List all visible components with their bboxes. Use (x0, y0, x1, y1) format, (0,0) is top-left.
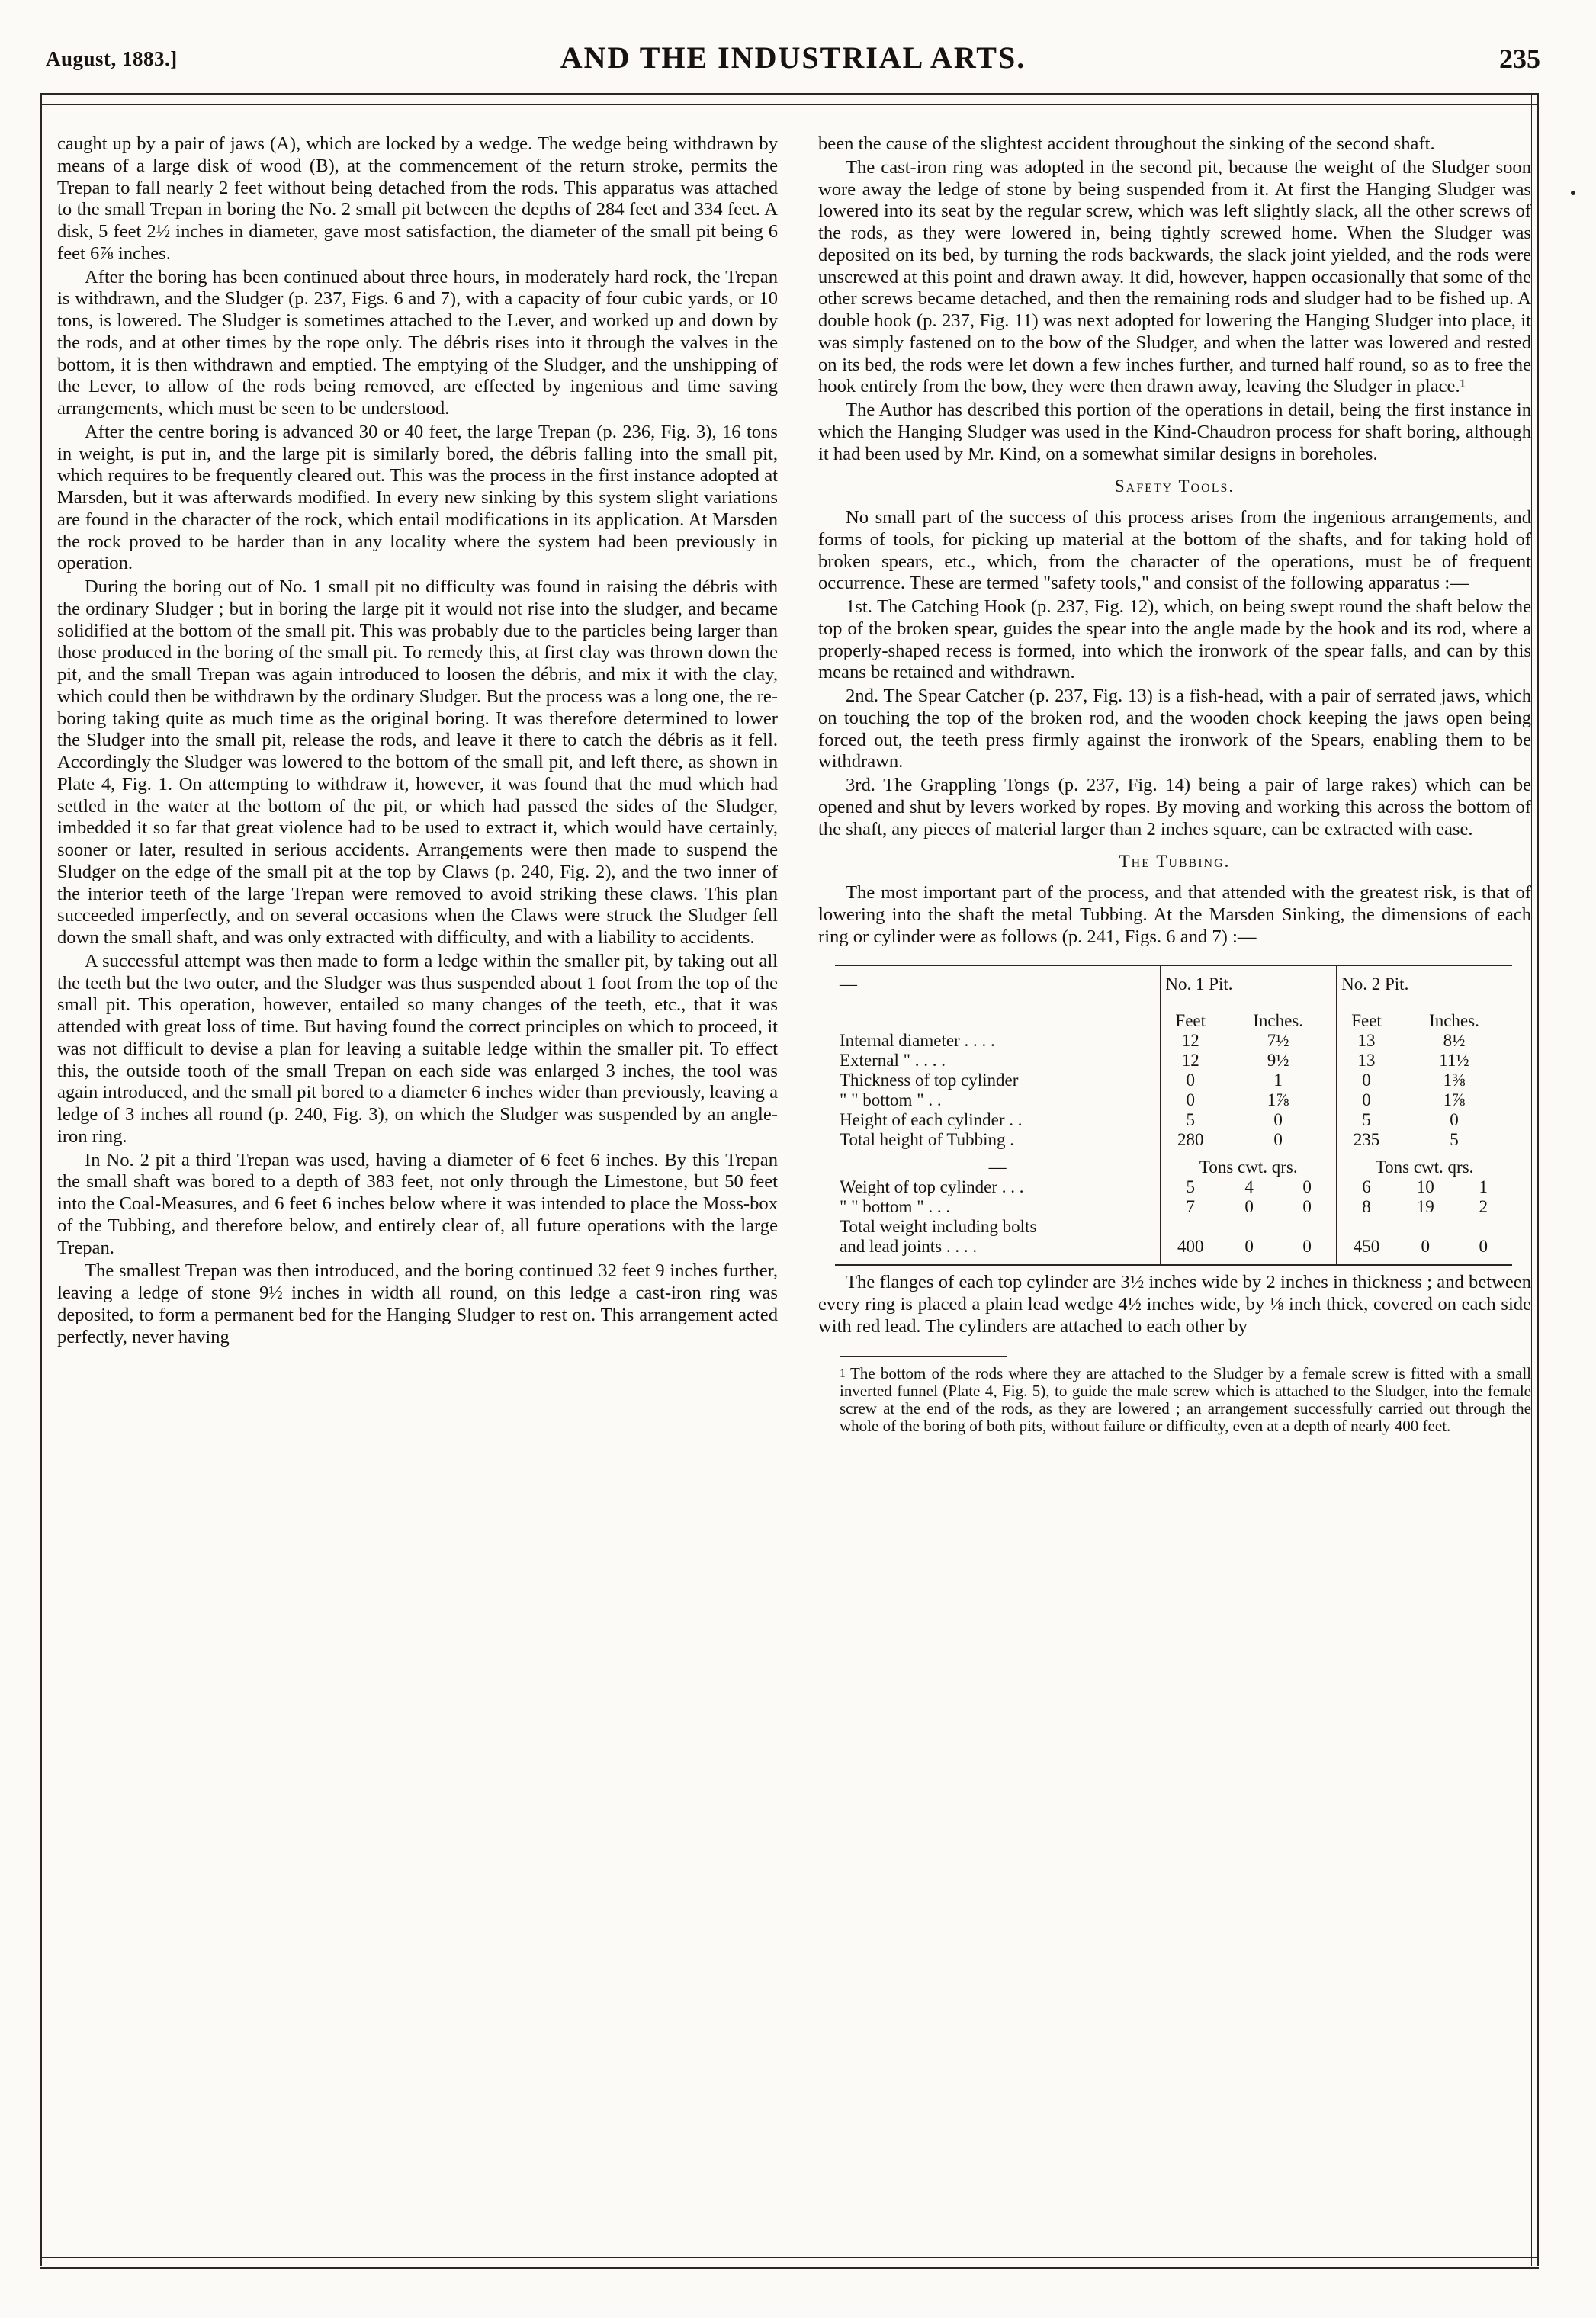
table-row-label: Thickness of top cylinder (840, 1071, 1019, 1090)
table-cell (1455, 1217, 1512, 1237)
table-cell: 1⅞ (1267, 1090, 1289, 1110)
table-row-label: Height of each cylinder . . (840, 1110, 1023, 1130)
table-row-label: " " bottom " . . (840, 1090, 942, 1110)
table-row-label: Total weight including bolts (840, 1217, 1037, 1237)
table-unit-label: Feet (1161, 1003, 1220, 1032)
footnote-marker: 1 (840, 1366, 846, 1380)
table-cell (1337, 1217, 1396, 1237)
table-cell (1161, 1217, 1220, 1237)
table-cell: 10 (1416, 1177, 1434, 1197)
table-cell (1278, 1217, 1337, 1237)
table-cell: 0 (1244, 1197, 1254, 1217)
table-unit-label: Tons cwt. qrs. (1161, 1150, 1337, 1177)
paragraph: 2nd. The Spear Catcher (p. 237, Fig. 13) is a fish-head, with a pair of serrated jaws, which on touching the top of the broken rod, and the wooden chock keeping the jaws open being forced out, the teeth press firmly against the ironwork of the Spears, enabling them to be withdrawn. (818, 685, 1531, 772)
paragraph: No small part of the success of this process arises from the ingenious arrangements, and forms of tools, for picking up material at the bottom of the shafts, and for taking hold of broken spears, etc., which, from the character of the operations, must be of frequent occurrence. These are termed "safety tools," and consist of the following apparatus :— (818, 507, 1531, 594)
tubbing-dimensions-table (835, 965, 1512, 1266)
table-cell: 8½ (1443, 1031, 1466, 1051)
paragraph: The flanges of each top cylinder are 3½ inches wide by 2 inches in thickness ; and between every ring is placed a plain lead wedge 4½ inches wide, by ⅛ inch thick, covered on each side with red lead. The cylinders are attached to each other by (818, 1272, 1531, 1337)
table-unit-label: Feet (1337, 1003, 1396, 1032)
table-row (835, 1090, 1512, 1110)
table-cell: 5 (1337, 1110, 1396, 1130)
table-row-label: External " . . . . (840, 1051, 946, 1071)
right-column (818, 133, 1531, 1435)
paragraph: 1st. The Catching Hook (p. 237, Fig. 12), which, on being swept round the shaft below the top of the broken spear, guides the spear into the angle made by the hook and its rod, where a properly-shaped recess is formed, into which the ironwork of the spear falls, and can by this means be retained and withdrawn. (818, 596, 1531, 683)
paragraph: In No. 2 pit a third Trepan was used, having a diameter of 6 feet 6 inches. By this Trepan the small shaft was bored to a depth of 383 feet, not only through the Limestone, but 50 feet into the Coal-Measures, and 6 feet 6 inches below where it was intended to place the Moss-box of the Tubbing, and therefore below, and entirely clear of, all future operations with the large Trepan. (57, 1149, 778, 1258)
margin-mark (1571, 191, 1575, 195)
table-cell: 0 (1302, 1197, 1312, 1217)
table-row (835, 1177, 1512, 1197)
column-header-pit-1: No. 1 Pit. (1161, 965, 1337, 1003)
table-cell: 0 (1161, 1071, 1220, 1090)
table-row (835, 1051, 1512, 1071)
issue-date: August, 1883.] (46, 47, 178, 70)
page-number: 235 (1499, 43, 1540, 74)
table-cell: 0 (1337, 1090, 1396, 1110)
table-cell: 5 (1450, 1130, 1459, 1150)
table-cell (1220, 1217, 1278, 1237)
table-row (835, 1031, 1512, 1051)
left-column (57, 133, 778, 1348)
section-heading-safety-tools: Safety Tools. (1114, 477, 1235, 496)
footnote-text: The bottom of the rods where they are attached to the Sludger by a female screw is fitted with a small inverted funnel (Plate 4, Fig. 5), to guide the male screw which is attached to the Sludger, into the female screw at the end of the rods, as they are lowered ; an arrangement successfully carried out through the whole of the boring of both pits, without failure or difficulty, even at a depth of nearly 400 feet. (840, 1363, 1531, 1435)
table-cell: 0 (1161, 1090, 1220, 1110)
table-cell: 5 (1161, 1177, 1220, 1197)
paragraph: The smallest Trepan was then introduced, and the boring continued 32 feet 9 inches further, leaving a ledge of stone 9½ inches in width all round, on this ledge a cast-iron ring was deposited, to form a permanent bed for the Hanging Sludger to rest on. This arrangement acted perfectly, never having (57, 1260, 778, 1347)
paragraph: During the boring out of No. 1 small pit no difficulty was found in raising the débris with the ordinary Sludger ; but in boring the large pit it would not rise into the sludger, and became solidified at the bottom of the small pit. This was probably due to the particles being larger than those produced in the boring of the small pit. To remedy this, at first clay was thrown down the pit, and the small Trepan was again introduced to loosen the débris, and mix it with the clay, which could then be withdrawn by the ordinary Sludger. But the process was a long one, the re-boring taking quite as much time as the original boring. It was therefore determined to lower the Sludger into the small pit, release the rods, and leave it there to catch the débris as it fell. Accordingly the Sludger was lowered to the bottom of the small pit, and left there, as shown in Plate 4, Fig. 1. On attempting to withdraw it, however, it was found that the mud which had settled in the water at the bottom of the pit, or which had passed the sides of the Sludger, imbedded it so far that great violence had to be used to extract it, which would have certainly, sooner or later, resulted in serious accidents. Arrangements were then made to suspend the Sludger on the edge of the small pit at the top by Claws (p. 240, Fig. 2), and the two inner of the interior teeth of the large Trepan were removed to avoid striking these claws. This plan succeeded imperfectly, and on several occasions when the Claws were struck the Sludger fell down the small shaft, and was only extracted with difficulty, and with a liability to accidents. (57, 576, 778, 948)
table-cell (835, 1003, 1161, 1032)
table-row-label: Weight of top cylinder . . . (840, 1177, 1024, 1197)
table-row (835, 1130, 1512, 1150)
table-cell: 0 (1273, 1130, 1283, 1150)
paragraph: been the cause of the slightest accident throughout the sinking of the second shaft. (818, 133, 1435, 154)
table-cell: 0 (1220, 1237, 1278, 1265)
running-title: AND THE INDUSTRIAL ARTS. (560, 40, 1026, 75)
table-cell: 450 (1337, 1237, 1396, 1265)
table-cell: 1⅜ (1443, 1071, 1466, 1090)
table-unit-label: Inches. (1253, 1011, 1304, 1031)
table-cell: 0 (1273, 1110, 1283, 1130)
table-row (835, 1071, 1512, 1090)
table-cell: 0 (1396, 1237, 1455, 1265)
table-unit-label: Tons cwt. qrs. (1337, 1150, 1512, 1177)
table-unit-label: Inches. (1429, 1011, 1479, 1031)
table-cell: 2 (1479, 1197, 1488, 1217)
table-cell: 0 (1278, 1237, 1337, 1265)
paragraph: The cast-iron ring was adopted in the second pit, because the weight of the Sludger soon wore away the ledge of stone by being suspended from it. At first the Hanging Sludger was lowered into its seat by the regular screw, which was left slightly slack, all the other screws of the rods, as they were lowered in, being tightly screwed home. When the Sludger was deposited on its bed, by turning the rods backwards, the slack joint yielded, and the rods were unscrewed at this point and drawn away. It did, however, happen occasionally that some of the other screws became detached, and then the remaining rods and sludger had to be fished up. A double hook (p. 237, Fig. 11) was next adopted for lowering the Hanging Sludger into place, it was simply fastened on to the bow of the Sludger, and when the latter was lowered and rested on its bed, the rods were let down a few inches further, and turned half round, so as to free the hook entirely from the bow, they were then drawn away, leaving the Sludger in place.¹ (818, 156, 1531, 397)
table-cell: 12 (1161, 1051, 1220, 1071)
table-cell: 1 (1479, 1177, 1488, 1197)
table-row (835, 1110, 1512, 1130)
page-header (46, 40, 1540, 85)
table-cell: 13 (1337, 1031, 1396, 1051)
table-cell: 7½ (1267, 1031, 1289, 1051)
table-cell: 8 (1337, 1197, 1396, 1217)
table-row (835, 1237, 1512, 1265)
table-units-row (835, 1150, 1512, 1177)
section-heading-tubbing: The Tubbing. (1119, 852, 1231, 872)
table-stub-dash: — (988, 1157, 1007, 1177)
frame-rule-top (40, 93, 1539, 105)
frame-rule-left (40, 93, 47, 2266)
frame-rule-bottom (40, 2257, 1539, 2269)
paragraph: caught up by a pair of jaws (A), which are locked by a wedge. The wedge being withdrawn by means of a large disk of wood (B), at the commencement of the return stroke, permits the Trepan to fall nearly 2 feet without being detached from the rods. This apparatus was attached to the small Trepan in boring the No. 2 small pit between the depths of 284 feet and 334 feet. A disk, 5 feet 2½ inches in diameter, gave most satisfaction, the diameter of the small pit being 6 feet 6⅞ inches. (57, 133, 778, 264)
table-cell: 6 (1337, 1177, 1396, 1197)
frame-rule-right (1531, 93, 1539, 2266)
table-stub-header: — (835, 965, 1161, 1003)
table-cell: 5 (1161, 1110, 1220, 1130)
table-cell: 280 (1161, 1130, 1220, 1150)
paragraph: The most important part of the process, and that attended with the greatest risk, is that of lowering into the shaft the metal Tubbing. At the Marsden Sinking, the dimensions of each ring or cylinder were as follows (p. 241, Figs. 6 and 7) :— (818, 882, 1531, 947)
table-row-label: Internal diameter . . . . (840, 1031, 995, 1051)
table-cell: 4 (1244, 1177, 1254, 1197)
table-row-label: " " bottom " . . . (840, 1197, 951, 1217)
table-row-label: and lead joints . . . . (835, 1237, 1161, 1265)
paragraph: The Author has described this portion of the operations in detail, being the first instance in which the Hanging Sludger was used in the Kind-Chaudron process for shaft boring, although it had been used by Mr. Kind, on a somewhat similar designs in boreholes. (818, 400, 1531, 464)
table-cell: 11½ (1439, 1051, 1469, 1071)
footnote-rule (840, 1356, 1007, 1357)
table-cell: 19 (1416, 1197, 1434, 1217)
table-cell: 0 (1337, 1071, 1396, 1090)
table-cell: 400 (1161, 1237, 1220, 1265)
table-cell: 1⅞ (1443, 1090, 1466, 1110)
table-cell: 9½ (1267, 1051, 1289, 1071)
table-row (835, 1197, 1512, 1217)
column-header-pit-2: No. 2 Pit. (1337, 965, 1512, 1003)
footnote (840, 1365, 1531, 1435)
table-row (835, 1217, 1512, 1237)
paragraph: A successful attempt was then made to form a ledge within the smaller pit, by taking out all the teeth but the two outer, and the Sludger was thus suspended about 1 foot from the top of the small pit. This operation, however, entailed so many changes of the teeth, etc., that it was attended with great loss of time. But having found the correct principles on which to proceed, it was not difficult to devise a plan for leaving a suitable ledge within the smaller pit. To effect this, the outside tooth of the small Trepan on each side was enlarged 3 inches, the tool was again introduced, and the small pit bored to a diameter 6 inches wider than previously, leaving a ledge of 3 inches all round (p. 240, Fig. 3), on which the Sludger was suspended by an angle-iron ring. (57, 950, 778, 1147)
table-cell: 0 (1450, 1110, 1459, 1130)
table-units-row (835, 1003, 1512, 1032)
paragraph: After the boring has been continued about three hours, in moderately hard rock, the Trepan is withdrawn, and the Sludger (p. 237, Figs. 6 and 7), with a capacity of four cubic yards, or 10 tons, is lowered. The Sludger is sometimes attached to the Lever, and worked up and down by the rods, and at other times by the rope only. The débris rises into it through the valves in the bottom, it is then withdrawn and emptied. The emptying of the Sludger, and the unshipping of the Lever, to allow of the rods being removed, are effected by ingenious and time saving arrangements, which must be seen to be understood. (57, 266, 778, 419)
table-cell: 13 (1337, 1051, 1396, 1071)
table-row-label: Total height of Tubbing . (840, 1130, 1015, 1150)
table-cell: 12 (1161, 1031, 1220, 1051)
table-cell: 1 (1273, 1071, 1283, 1090)
table-cell (1396, 1217, 1455, 1237)
table-cell: 0 (1455, 1237, 1512, 1265)
paragraph: 3rd. The Grappling Tongs (p. 237, Fig. 14) being a pair of large rakes) which can be opened and shut by levers worked by ropes. By moving and working this across the bottom of the shaft, any pieces of material larger than 2 inches square, can be extracted with ease. (818, 775, 1531, 840)
table-cell: 0 (1302, 1177, 1312, 1197)
table-cell: 7 (1161, 1197, 1220, 1217)
table-cell: 235 (1337, 1130, 1396, 1150)
paragraph: After the centre boring is advanced 30 or 40 feet, the large Trepan (p. 236, Fig. 3), 16 tons in weight, is put in, and the large pit is similarly bored, the débris falling into the small pit, which requires to be frequently cleared out. This was the process in the first instance adopted at Marsden, but it was afterwards modified. In every new sinking by this system slight variations are found in the character of the rock, which entail modifications in its application. At Marsden the rock proved to be harder than in any locality where the system had been previously in operation. (57, 421, 778, 574)
